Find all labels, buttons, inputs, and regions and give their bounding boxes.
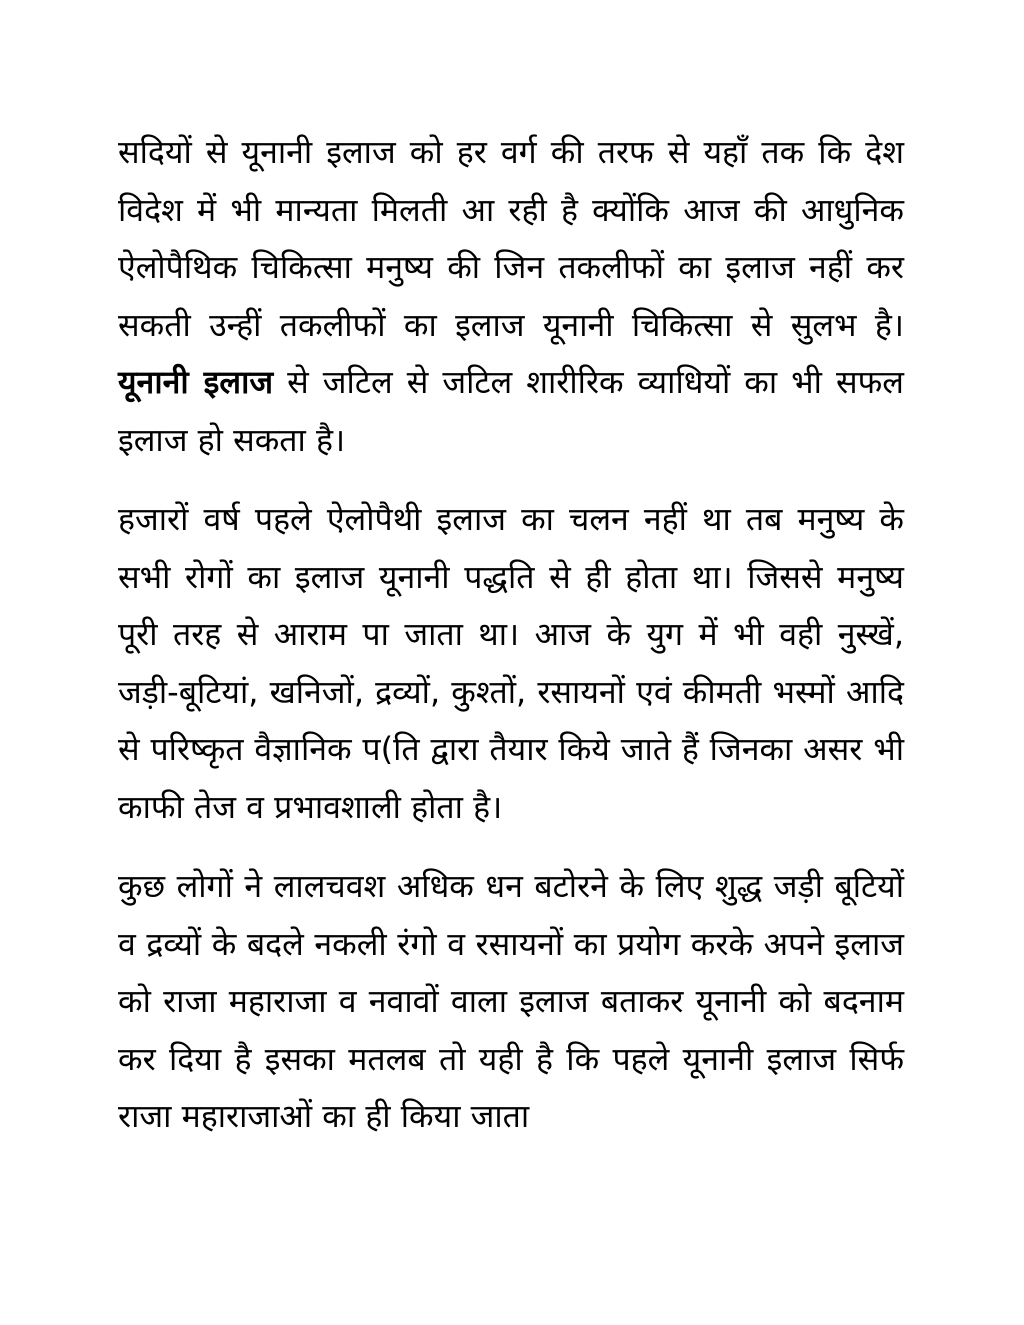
paragraph-1 bbox=[118, 124, 904, 469]
document-page bbox=[118, 124, 904, 1168]
paragraph-3: कुछ लोगों ने लालचवश अधिक धन बटोरने के लिए शुद्ध जड़ी बूटियों व द्रव्यों के बदले नकली रंगो व रसायनों का प्रयोग करके अपने इलाज को राजा महाराजा व नवावों वाला इलाज बताकर यूनानी को बदनाम कर दिया है इसका मतलब तो यही है कि पहले यूनानी इलाज सिर्फ राजा महाराजाओं का ही किया जाता bbox=[118, 867, 904, 1135]
paragraph-2: हजारों वर्ष पहले ऐलोपैथी इलाज का चलन नहीं था तब मनुष्य के सभी रोगों का इलाज यूनानी पद्धति से ही होता था। जिससे मनुष्य पूरी तरह से आराम पा जाता था। आज के युग में भी वही नुस्खें, जड़ी-बूटियां, खनिजों, द्रव्यों, कुश्तों, रसायनों एवं कीमती भस्मों आदि से परिष्कृत वैज्ञानिक प(ति द्वारा तैयार किये जाते हैं जिनका असर भी काफी तेज व प्रभावशाली होता है। bbox=[118, 500, 904, 826]
paragraph-1-bold-phrase: यूनानी इलाज bbox=[118, 363, 274, 401]
paragraph-1-text-end: से जटिल से जटिल शारीरिक व्याधियों का भी सफल इलाज हो सकता है। bbox=[118, 363, 904, 459]
paragraph-1-text-start: सदियों से यूनानी इलाज को हर वर्ग की तरफ से यहाँ तक कि देश विदेश में भी मान्यता मिलती आ रही है क्योंकि आज की आधुनिक ऐलोपैथिक चिकित्सा मनुष्य की जिन तकलीफों का इलाज नहीं कर सकती उन्हीं तकलीफों का इलाज यूनानी चिकित्सा से सुलभ है। bbox=[118, 133, 904, 344]
